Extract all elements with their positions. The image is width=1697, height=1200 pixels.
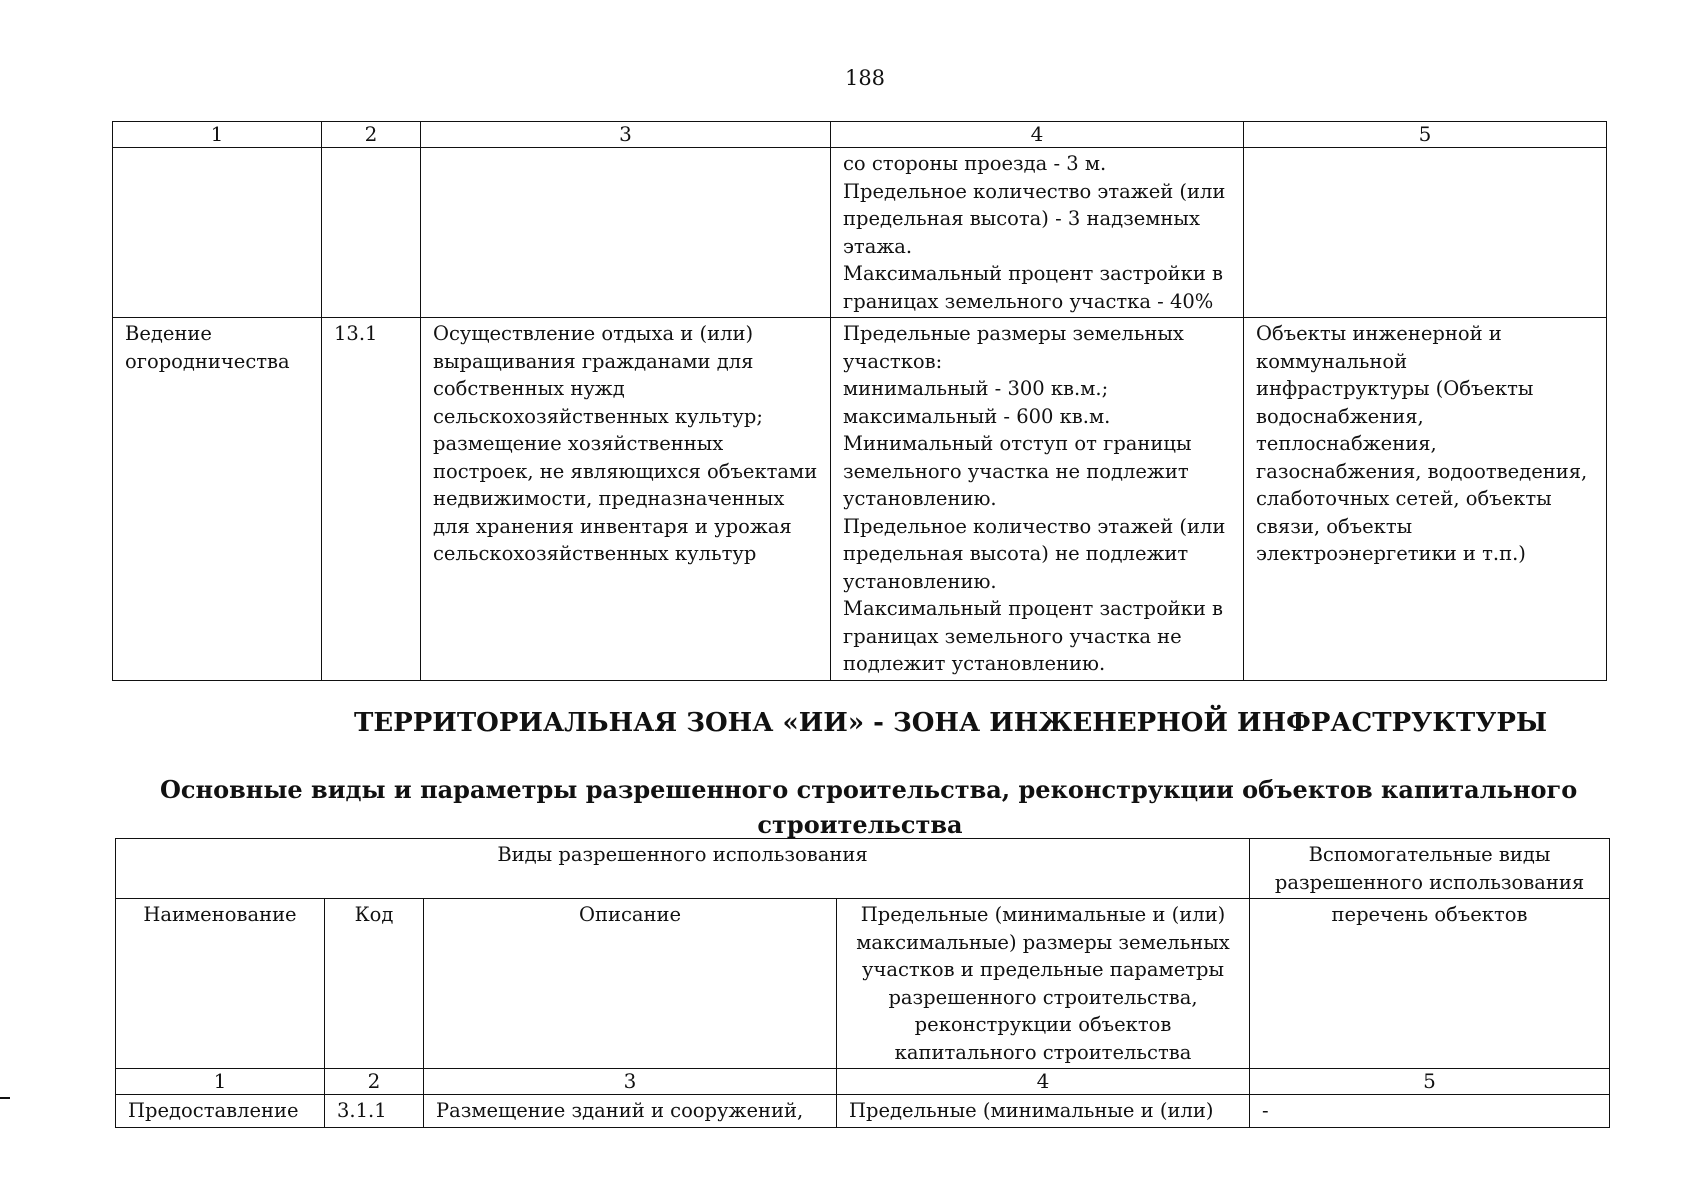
zone-title: ТЕРРИТОРИАЛЬНАЯ ЗОНА «ИИ» - ЗОНА ИНЖЕНЕРНОЙ ИНФРАСТРУКТУРЫ: [354, 708, 1548, 738]
objects-header: перечень объектов: [1250, 899, 1610, 1069]
text-line: Осуществление отдыха и (или): [433, 322, 754, 345]
text-line: границах земельного участка не: [843, 624, 1182, 648]
text-line: со стороны проезда - 3 м.: [843, 152, 1107, 175]
text-line: участков и предельные параметры: [861, 958, 1225, 981]
text-line: огородничества: [125, 349, 290, 373]
text-line: установлению.: [843, 569, 997, 593]
text-line: Минимальный отступ от границы: [843, 432, 1192, 455]
text-line: предельная высота) - 3 надземных: [843, 207, 1200, 230]
text-line: теплоснабжения,: [1256, 432, 1437, 455]
description-cell: Размещение зданий и сооружений,: [424, 1095, 837, 1128]
text-line: разрешенного использования: [1274, 870, 1585, 894]
column-number: 4: [837, 1069, 1250, 1095]
text-line: Предельные (минимальные и (или): [860, 903, 1226, 926]
column-number: 1: [116, 1069, 325, 1095]
text-line: участков:: [843, 349, 943, 373]
text-line: электроэнергетики и т.п.): [1256, 542, 1526, 565]
text-line: водоснабжения,: [1256, 404, 1424, 428]
name-cell: [113, 148, 322, 318]
text-line: Вспомогательные виды: [1308, 843, 1551, 866]
auxiliary-cell: [1244, 148, 1607, 318]
text-line: собственных нужд: [433, 377, 625, 400]
text-line: Ведение: [125, 322, 212, 345]
section-title: [160, 772, 1578, 842]
column-number-row: [113, 122, 1607, 148]
text-line: выращивания гражданами для: [433, 349, 754, 373]
group-header: Виды разрешенного использования: [116, 839, 1250, 899]
text-line: связи, объекты: [1256, 514, 1413, 538]
text-line: этажа.: [843, 234, 913, 258]
table-row: [113, 148, 1607, 318]
column-number: 1: [113, 122, 322, 148]
text-line: для хранения инвентаря и урожая: [433, 514, 792, 538]
text-line: размещение хозяйственных: [433, 432, 724, 455]
description-header: Описание: [424, 899, 837, 1069]
params-cell: Предельные (минимальные и (или): [837, 1095, 1250, 1128]
params-cell: [831, 318, 1244, 681]
auxiliary-cell: [1244, 318, 1607, 681]
text-line: максимальные) размеры земельных: [856, 930, 1230, 954]
text-line: капитального строительства: [894, 1040, 1192, 1064]
text-line: Объекты инженерной и: [1256, 322, 1502, 345]
section-title-line: строительства: [757, 810, 963, 839]
auxiliary-cell: -: [1250, 1095, 1610, 1128]
text-line: реконструкции объектов: [914, 1013, 1172, 1036]
text-line: Предельное количество этажей (или: [843, 179, 1226, 203]
page-number: 188: [844, 66, 886, 90]
description-cell: [421, 318, 831, 681]
text-line: разрешенного строительства,: [888, 985, 1198, 1009]
name-cell: Предоставление: [116, 1095, 325, 1128]
text-line: земельного участка не подлежит: [843, 459, 1189, 483]
text-line: границах земельного участка - 40%: [843, 289, 1214, 313]
code-header: Код: [325, 899, 424, 1069]
aux-header: [1250, 839, 1610, 899]
text-line: Максимальный процент застройки в: [843, 262, 1224, 285]
text-line: подлежит установлению.: [843, 652, 1106, 675]
code-cell: 13.1: [322, 318, 421, 681]
column-header-row: [116, 899, 1610, 1069]
text-line: коммунальной: [1256, 349, 1408, 373]
column-number: 5: [1244, 122, 1607, 148]
text-line: Предельное количество этажей (или: [843, 514, 1226, 538]
params-cell: [831, 148, 1244, 318]
permitted-use-table-continued: [112, 121, 1607, 681]
column-number-row: [116, 1069, 1610, 1095]
text-line: установлению.: [843, 487, 997, 510]
column-number: 4: [831, 122, 1244, 148]
column-number: 3: [421, 122, 831, 148]
permitted-use-table: [115, 838, 1610, 1128]
code-cell: [322, 148, 421, 318]
text-line: слаботочных сетей, объекты: [1256, 487, 1552, 510]
params-header: [837, 899, 1250, 1069]
column-number: 2: [325, 1069, 424, 1095]
code-cell: 3.1.1: [325, 1095, 424, 1128]
name-header: Наименование: [116, 899, 325, 1069]
table-row: [116, 1095, 1610, 1128]
column-number: 2: [322, 122, 421, 148]
text-line: недвижимости, предназначенных: [433, 487, 785, 510]
column-number: 3: [424, 1069, 837, 1095]
text-line: минимальный - 300 кв.м.;: [843, 377, 1109, 400]
text-line: инфраструктуры (Объекты: [1256, 377, 1534, 400]
text-line: газоснабжения, водоотведения,: [1256, 459, 1588, 483]
column-number: 5: [1250, 1069, 1610, 1095]
text-line: предельная высота) не подлежит: [843, 542, 1189, 565]
text-line: сельскохозяйственных культур;: [433, 404, 763, 428]
description-cell: [421, 148, 831, 318]
margin-mark: [0, 1097, 10, 1099]
table-row: [113, 318, 1607, 681]
text-line: Максимальный процент застройки в: [843, 597, 1224, 620]
text-line: сельскохозяйственных культур: [433, 542, 757, 565]
text-line: построек, не являющихся объектами: [433, 459, 818, 483]
text-line: Предельные размеры земельных: [843, 322, 1184, 345]
name-cell: [113, 318, 322, 681]
group-header-row: [116, 839, 1610, 899]
text-line: максимальный - 600 кв.м.: [843, 404, 1111, 428]
section-title-line: Основные виды и параметры разрешенного строительства, реконструкции объектов капитального: [160, 775, 1578, 804]
